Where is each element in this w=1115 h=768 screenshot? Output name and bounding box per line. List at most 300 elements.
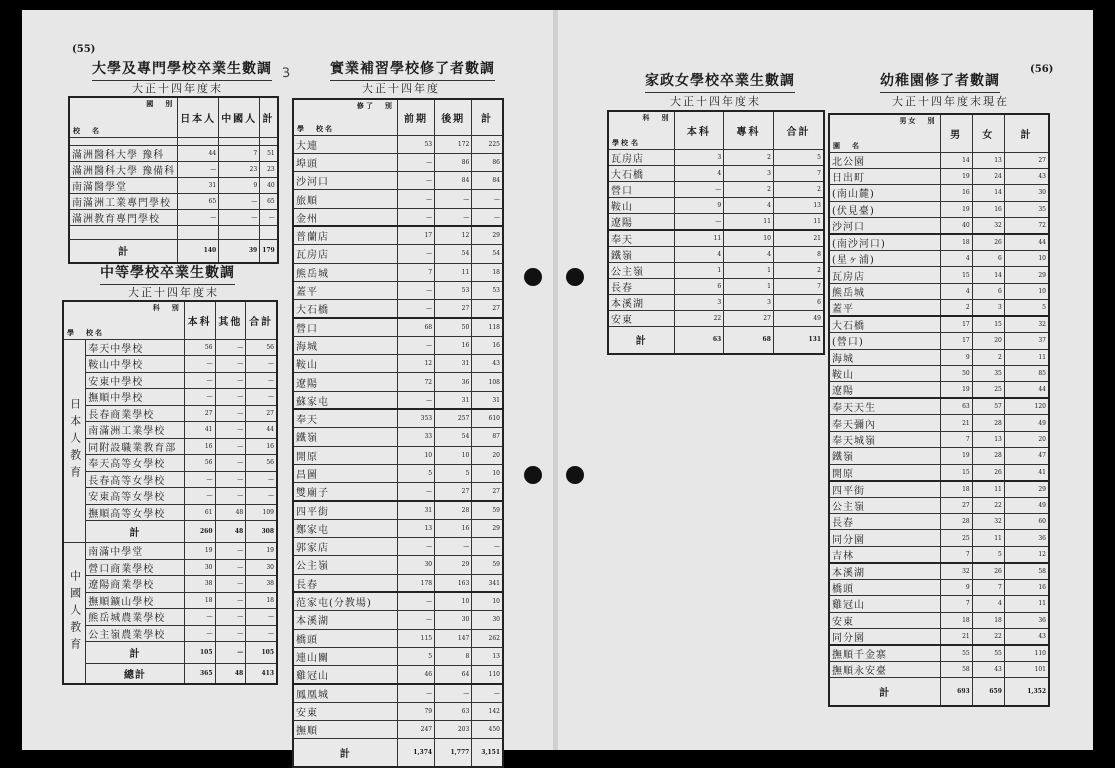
value-cell: —	[397, 300, 434, 318]
school-name: 公主嶺農業學校	[86, 625, 185, 642]
table-row	[829, 300, 1049, 317]
value-cell: 65	[178, 193, 219, 209]
table-row	[63, 592, 277, 609]
school-name: 瓦房店	[608, 149, 674, 165]
value-cell: 44	[178, 145, 219, 161]
table-row	[63, 471, 277, 488]
value-cell: 28	[435, 501, 472, 519]
table-row	[829, 366, 1049, 382]
university-subtitle: 大正十四年度末	[132, 82, 223, 95]
value-cell: 84	[472, 172, 503, 190]
school-name: 郭家店	[293, 538, 397, 556]
value-cell: 16	[435, 519, 472, 537]
value-cell: —	[215, 455, 246, 472]
school-name: 撫順中學校	[86, 389, 185, 406]
value-cell: 46	[397, 666, 434, 684]
header-corner-label: 學校	[612, 137, 630, 147]
value-cell: 56	[246, 339, 277, 356]
school-name: 滿洲教育專門學校	[69, 209, 178, 225]
value-cell: 16	[940, 185, 972, 201]
value-cell: —	[246, 625, 277, 642]
value-cell: —	[397, 153, 434, 171]
table-row	[829, 382, 1049, 399]
value-cell: 35	[1004, 201, 1049, 217]
value-cell: —	[246, 471, 277, 488]
value-cell: 21	[940, 415, 972, 431]
school-name: 普蘭店	[293, 226, 397, 244]
header-corner-label: 名	[852, 140, 861, 150]
table-row	[829, 201, 1049, 217]
value-cell: —	[260, 209, 278, 225]
spacer-cell	[219, 225, 260, 239]
value-cell: 6	[674, 278, 724, 294]
home-econ-title: 家政女學校卒業生數調	[645, 70, 795, 93]
total-value: 1,374	[397, 739, 434, 767]
value-cell: 118	[472, 318, 503, 336]
middle-school-title: 中等學校卒業生數調	[100, 262, 235, 285]
value-cell: —	[435, 538, 472, 556]
value-cell: —	[184, 488, 215, 505]
binding-hole	[566, 466, 584, 484]
value-cell: 72	[1004, 218, 1049, 235]
value-cell: 5	[397, 464, 434, 482]
table-row	[829, 333, 1049, 349]
school-name: 同分園	[829, 628, 940, 645]
value-cell: 12	[1004, 546, 1049, 563]
table-row	[293, 592, 503, 610]
value-cell: —	[178, 209, 219, 225]
value-cell: 36	[435, 373, 472, 391]
school-name: 旅順	[293, 190, 397, 208]
value-cell: 60	[1004, 513, 1049, 529]
value-cell: 257	[435, 409, 472, 427]
school-name: 滿洲醫科大學 豫科	[69, 145, 178, 161]
table-row	[293, 391, 503, 409]
table-row	[829, 415, 1049, 431]
spacer-row	[69, 137, 278, 145]
value-cell: 4	[940, 251, 972, 267]
value-cell: 19	[184, 543, 215, 560]
total-value: 659	[972, 678, 1004, 706]
value-cell: 6	[972, 251, 1004, 267]
value-cell: 101	[1004, 661, 1049, 677]
value-cell: 53	[397, 135, 434, 153]
value-cell: 610	[472, 409, 503, 427]
value-cell: 11	[1004, 349, 1049, 365]
total-value: 68	[724, 326, 774, 354]
school-name: 撫順	[293, 721, 397, 739]
table-row	[829, 579, 1049, 595]
value-cell: 32	[972, 218, 1004, 235]
value-cell: —	[215, 488, 246, 505]
header-corner-label: 學	[67, 327, 76, 337]
table-row	[293, 428, 503, 446]
value-cell: 17	[940, 316, 972, 333]
value-cell: 41	[184, 422, 215, 439]
binding-hole	[524, 268, 542, 286]
value-cell: 353	[397, 409, 434, 427]
value-cell: —	[674, 181, 724, 197]
total-value: 39	[219, 239, 260, 263]
table-row	[293, 172, 503, 190]
value-cell: 23	[260, 161, 278, 177]
value-cell: 147	[435, 629, 472, 647]
value-cell: 25	[972, 382, 1004, 399]
spacer-cell	[260, 225, 278, 239]
value-cell: 4	[724, 246, 774, 262]
table-row	[829, 612, 1049, 628]
value-cell: —	[397, 611, 434, 629]
table-row	[608, 262, 824, 278]
value-cell: 43	[972, 661, 1004, 677]
value-cell: 3	[674, 294, 724, 310]
value-cell: —	[215, 389, 246, 406]
table-row	[293, 153, 503, 171]
value-cell: 27	[435, 300, 472, 318]
school-name: 埠頭	[293, 153, 397, 171]
value-cell: 19	[940, 168, 972, 184]
value-cell: 32	[972, 513, 1004, 529]
value-cell: 30	[246, 559, 277, 576]
value-cell: 33	[397, 428, 434, 446]
value-cell: 63	[940, 398, 972, 415]
table-row	[63, 372, 277, 389]
value-cell: 18	[472, 263, 503, 281]
value-cell: 3	[674, 149, 724, 165]
school-name: 營口	[608, 181, 674, 197]
total-value: 693	[940, 678, 972, 706]
table-row	[608, 310, 824, 326]
value-cell: 5	[397, 647, 434, 665]
value-cell: —	[215, 576, 246, 593]
value-cell: 53	[435, 281, 472, 299]
value-cell: 8	[435, 647, 472, 665]
school-name: 金州	[293, 208, 397, 226]
value-cell: 9	[219, 177, 260, 193]
value-cell: —	[397, 336, 434, 354]
table-row	[608, 230, 824, 247]
value-cell: 30	[1004, 185, 1049, 201]
value-cell: 24	[972, 168, 1004, 184]
value-cell: 18	[972, 612, 1004, 628]
school-name: 本溪湖	[293, 611, 397, 629]
value-cell: 18	[940, 234, 972, 251]
header-corner-label: 別	[384, 101, 394, 110]
value-cell: 172	[435, 135, 472, 153]
school-name: 雞冠山	[293, 666, 397, 684]
value-cell: 49	[773, 310, 824, 326]
group-label: 日本人教育	[63, 339, 86, 543]
school-name: 撫順永安臺	[829, 661, 940, 677]
total-label: 計	[293, 739, 397, 767]
value-cell: 56	[184, 455, 215, 472]
table-row	[293, 190, 503, 208]
value-cell: 31	[178, 177, 219, 193]
value-cell: 120	[1004, 398, 1049, 415]
school-name: 海城	[293, 336, 397, 354]
value-cell: 17	[940, 333, 972, 349]
value-cell: —	[397, 208, 434, 226]
value-cell: 12	[435, 226, 472, 244]
value-cell: 7	[773, 165, 824, 181]
value-cell: 1	[674, 262, 724, 278]
value-cell: 2	[724, 149, 774, 165]
school-name: 安東高等女學校	[86, 488, 185, 505]
header-corner-label: 別	[661, 113, 671, 122]
value-cell: 49	[1004, 415, 1049, 431]
table-row	[293, 629, 503, 647]
value-cell: 29	[1004, 481, 1049, 498]
value-cell: 15	[940, 267, 972, 283]
value-cell: —	[397, 538, 434, 556]
value-cell: 37	[1004, 333, 1049, 349]
header-corner-label: 名	[92, 125, 101, 135]
school-name: 撫順鑛山學校	[86, 592, 185, 609]
value-cell: 44	[1004, 382, 1049, 399]
table-row	[69, 193, 278, 209]
table-row	[829, 563, 1049, 580]
table-row	[63, 405, 277, 422]
school-name: 大連	[293, 135, 397, 153]
value-cell: 10	[1004, 251, 1049, 267]
value-cell: 18	[940, 612, 972, 628]
value-cell: 32	[1004, 316, 1049, 333]
value-cell: —	[246, 356, 277, 373]
value-cell: 16	[1004, 579, 1049, 595]
table-row	[69, 145, 278, 161]
value-cell: —	[215, 405, 246, 422]
table-row	[293, 684, 503, 702]
table-row	[293, 519, 503, 537]
school-name: 奉天城嶺	[829, 431, 940, 447]
school-name: 北公園	[829, 152, 940, 168]
value-cell: 142	[472, 702, 503, 720]
value-cell: 7	[940, 431, 972, 447]
value-cell: —	[215, 372, 246, 389]
table-row	[293, 318, 503, 336]
school-name: 四平街	[829, 481, 940, 498]
school-name: (南山麓)	[829, 185, 940, 201]
header-corner	[69, 97, 178, 137]
value-cell: 10	[1004, 283, 1049, 299]
school-name: 長春商業學校	[86, 405, 185, 422]
table-row	[608, 149, 824, 165]
value-cell: 43	[472, 355, 503, 373]
grand-total-value: 365	[184, 664, 215, 684]
value-cell: —	[178, 161, 219, 177]
header-corner	[608, 111, 674, 149]
value-cell: 18	[246, 592, 277, 609]
table-row	[829, 185, 1049, 201]
value-cell: 21	[773, 230, 824, 247]
value-cell: 43	[1004, 168, 1049, 184]
subtotal-label: 計	[86, 642, 185, 664]
value-cell: 16	[472, 336, 503, 354]
value-cell: 10	[472, 592, 503, 610]
value-cell: 25	[940, 530, 972, 546]
table-row	[829, 234, 1049, 251]
binding-hole	[524, 466, 542, 484]
value-cell: —	[215, 625, 246, 642]
subtotal-value: 105	[184, 642, 215, 664]
value-cell: 341	[472, 574, 503, 592]
value-cell: 450	[472, 721, 503, 739]
value-cell: 31	[435, 391, 472, 409]
total-value: 1,352	[1004, 678, 1049, 706]
header-corner-label: 別	[171, 303, 181, 312]
school-name: 蓋平	[293, 281, 397, 299]
grand-total-value: 48	[215, 664, 246, 684]
value-cell: —	[184, 389, 215, 406]
vocational-title: 實業補習學校修了者數調	[330, 58, 495, 81]
school-name: 昌圖	[293, 464, 397, 482]
header-row	[829, 114, 1049, 152]
value-cell: —	[435, 684, 472, 702]
value-cell: 10	[435, 592, 472, 610]
right-page-number: (56)	[1030, 64, 1054, 75]
value-cell: 56	[184, 339, 215, 356]
table-row	[63, 389, 277, 406]
value-cell: —	[184, 609, 215, 626]
value-cell: 27	[940, 497, 972, 513]
value-cell: 20	[1004, 431, 1049, 447]
total-value: 131	[773, 326, 824, 354]
total-row	[69, 239, 278, 263]
header-corner-label: 園	[833, 140, 842, 150]
school-name: 南滿醫學堂	[69, 177, 178, 193]
spacer-row	[69, 225, 278, 239]
value-cell: 44	[1004, 234, 1049, 251]
value-cell: —	[184, 471, 215, 488]
school-name: 蓋平	[829, 300, 940, 317]
header-corner-label: 學	[297, 123, 306, 133]
table-row	[608, 294, 824, 310]
table-row	[293, 135, 503, 153]
subtotal-value: 105	[246, 642, 277, 664]
column-header: 後期	[435, 99, 472, 135]
value-cell: —	[215, 339, 246, 356]
school-name: 同附設職業教育部	[86, 438, 185, 455]
column-header: 計	[260, 97, 278, 137]
value-cell: 1	[724, 278, 774, 294]
value-cell: 85	[1004, 366, 1049, 382]
school-name: 鐵嶺	[293, 428, 397, 446]
value-cell: 64	[435, 666, 472, 684]
value-cell: —	[397, 483, 434, 501]
vocational-table	[292, 98, 504, 768]
header-corner-label: 男女	[899, 116, 918, 125]
school-name: 橋頭	[829, 579, 940, 595]
school-name: 雞冠山	[829, 596, 940, 612]
value-cell: 35	[972, 366, 1004, 382]
value-cell: 22	[972, 497, 1004, 513]
header-row	[69, 97, 278, 137]
total-value: 1,777	[435, 739, 472, 767]
table-row	[829, 152, 1049, 168]
value-cell: —	[435, 208, 472, 226]
total-value: 140	[178, 239, 219, 263]
total-label: 計	[69, 239, 178, 263]
value-cell: 54	[435, 245, 472, 263]
school-name: 奉天高等女學校	[86, 455, 185, 472]
table-row	[63, 559, 277, 576]
table-row	[829, 645, 1049, 662]
spacer-cell	[178, 137, 219, 145]
school-name: 鞍山中學校	[86, 356, 185, 373]
table-row	[829, 168, 1049, 184]
value-cell: 19	[940, 448, 972, 464]
value-cell: 2	[773, 181, 824, 197]
value-cell: 9	[940, 579, 972, 595]
value-cell: 86	[472, 153, 503, 171]
value-cell: 29	[472, 226, 503, 244]
total-label: 計	[829, 678, 940, 706]
value-cell: 28	[972, 448, 1004, 464]
value-cell: 4	[724, 197, 774, 213]
table-row	[608, 278, 824, 294]
value-cell: 4	[674, 165, 724, 181]
spacer-cell	[260, 137, 278, 145]
value-cell: —	[184, 625, 215, 642]
table-row	[63, 625, 277, 642]
value-cell: 27	[184, 405, 215, 422]
school-name: 鐵嶺	[829, 448, 940, 464]
table-row	[608, 181, 824, 197]
table-row	[829, 530, 1049, 546]
table-row	[69, 177, 278, 193]
total-label: 計	[608, 326, 674, 354]
home-econ-subtitle: 大正十四年度末	[670, 95, 761, 108]
table-row	[829, 497, 1049, 513]
school-name: 鄭家屯	[293, 519, 397, 537]
value-cell: 29	[1004, 267, 1049, 283]
value-cell: 31	[435, 355, 472, 373]
table-row	[829, 251, 1049, 267]
table-row	[63, 488, 277, 505]
value-cell: 19	[246, 543, 277, 560]
header-corner-label: 校名	[86, 327, 104, 337]
school-name: 日出町	[829, 168, 940, 184]
value-cell: —	[219, 209, 260, 225]
value-cell: —	[397, 684, 434, 702]
value-cell: 9	[674, 197, 724, 213]
value-cell: 14	[972, 185, 1004, 201]
value-cell: —	[215, 543, 246, 560]
school-name: 公主嶺	[293, 556, 397, 574]
value-cell: 22	[674, 310, 724, 326]
school-name: 開原	[829, 464, 940, 481]
school-name: 蘇家屯	[293, 391, 397, 409]
table-row	[829, 513, 1049, 529]
column-header: 合計	[246, 301, 277, 339]
vocational-subtitle: 大正十四年度	[362, 82, 440, 95]
kindergarten-subtitle: 大正十四年度末現在	[892, 95, 1009, 108]
table-row	[293, 245, 503, 263]
value-cell: —	[246, 389, 277, 406]
value-cell: —	[246, 372, 277, 389]
value-cell: 19	[940, 201, 972, 217]
value-cell: 7	[972, 579, 1004, 595]
value-cell: 28	[940, 513, 972, 529]
spacer-cell	[219, 137, 260, 145]
value-cell: 11	[724, 213, 774, 230]
value-cell: 7	[219, 145, 260, 161]
value-cell: 53	[472, 281, 503, 299]
value-cell: 40	[940, 218, 972, 235]
value-cell: 50	[940, 366, 972, 382]
value-cell: 7	[773, 278, 824, 294]
value-cell: 36	[1004, 530, 1049, 546]
